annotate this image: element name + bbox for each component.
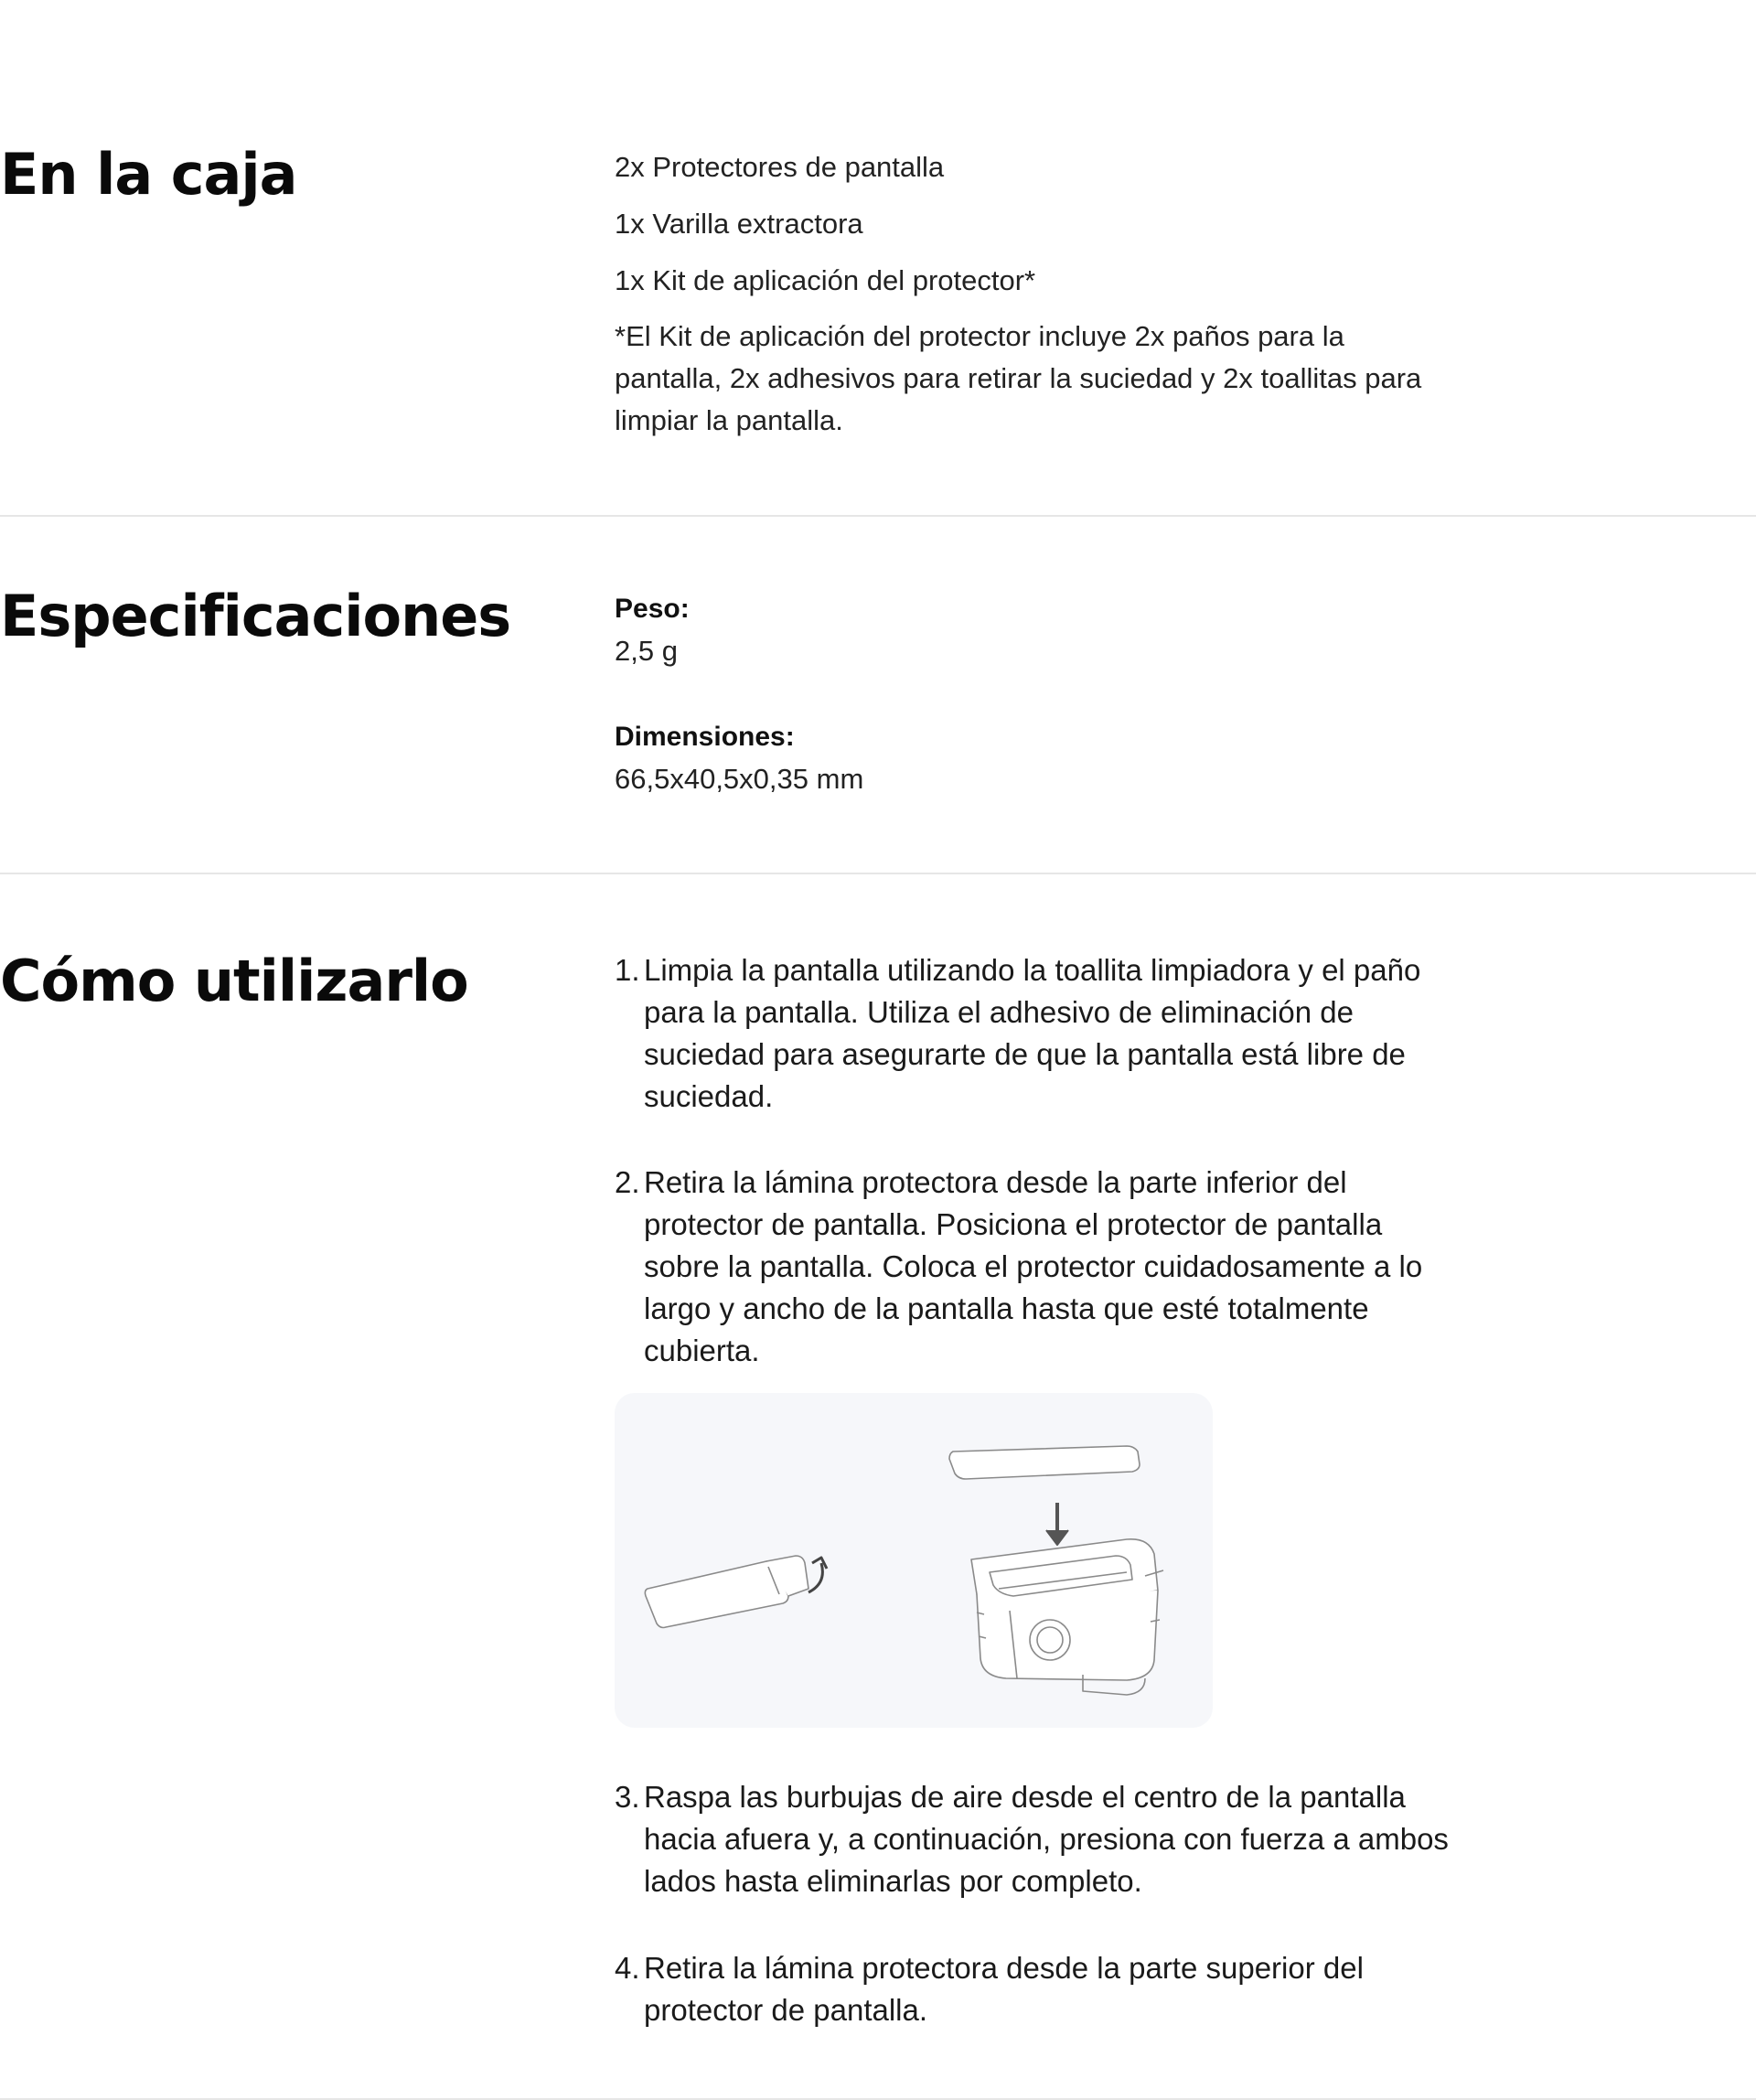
- protector-film: [949, 1446, 1140, 1479]
- dimensions-label: Dimensiones:: [615, 722, 795, 752]
- in-box-item: 1x Varilla extractora: [615, 208, 863, 240]
- in-box-item: 2x Protectores de pantalla: [615, 151, 945, 183]
- specs-heading: Especificaciones: [0, 583, 511, 649]
- down-arrow-icon: [1046, 1503, 1068, 1545]
- in-box-section: [0, 0, 1756, 516]
- step-number: 1.: [615, 953, 640, 987]
- step-number: 4.: [615, 1951, 640, 1985]
- protector-film-peel: [645, 1556, 808, 1628]
- step-text: Raspa las burbujas de aire desde el centro de la pantalla hacia afuera y, a continuación, presiona con fuerza a ambos lados hasta eliminarlas por completo.: [644, 1780, 1449, 1898]
- dimensions-value: 66,5x40,5x0,35 mm: [615, 763, 864, 795]
- installation-diagram: [615, 1393, 1213, 1728]
- step-number: 2.: [615, 1165, 640, 1199]
- step-text: Retira la lámina protectora desde la parte inferior del protector de pantalla. Posiciona el protector de pantalla sobre la pantalla. Coloca el protector cuidadosamente a lo largo y ancho de la pantalla hasta que esté totalmente cubierta.: [644, 1165, 1423, 1367]
- step-number: 3.: [615, 1780, 640, 1814]
- weight-value: 2,5 g: [615, 635, 678, 667]
- weight-label: Peso:: [615, 594, 690, 624]
- step-text: Limpia la pantalla utilizando la toallita limpiadora y el paño para la pantalla. Utiliza el adhesivo de eliminación de suciedad para asegurarte de que la pantalla está libre de suciedad.: [644, 953, 1421, 1113]
- peel-arrow-icon: [808, 1558, 827, 1592]
- howto-heading: Cómo utilizarlo: [0, 948, 468, 1014]
- in-box-note: *El Kit de aplicación del protector incluye 2x paños para la pantalla, 2x adhesivos para retirar la suciedad y 2x toallitas para limpiar la pantalla.: [615, 320, 1422, 436]
- in-box-item: 1x Kit de aplicación del protector*: [615, 264, 1036, 296]
- specs-section: [0, 517, 1756, 873]
- installation-illustration: [615, 1393, 1213, 1728]
- howto-section: [0, 874, 1756, 2100]
- step-text: Retira la lámina protectora desde la parte superior del protector de pantalla.: [644, 1951, 1364, 2027]
- device-icon: [971, 1539, 1163, 1695]
- in-box-heading: En la caja: [0, 141, 297, 208]
